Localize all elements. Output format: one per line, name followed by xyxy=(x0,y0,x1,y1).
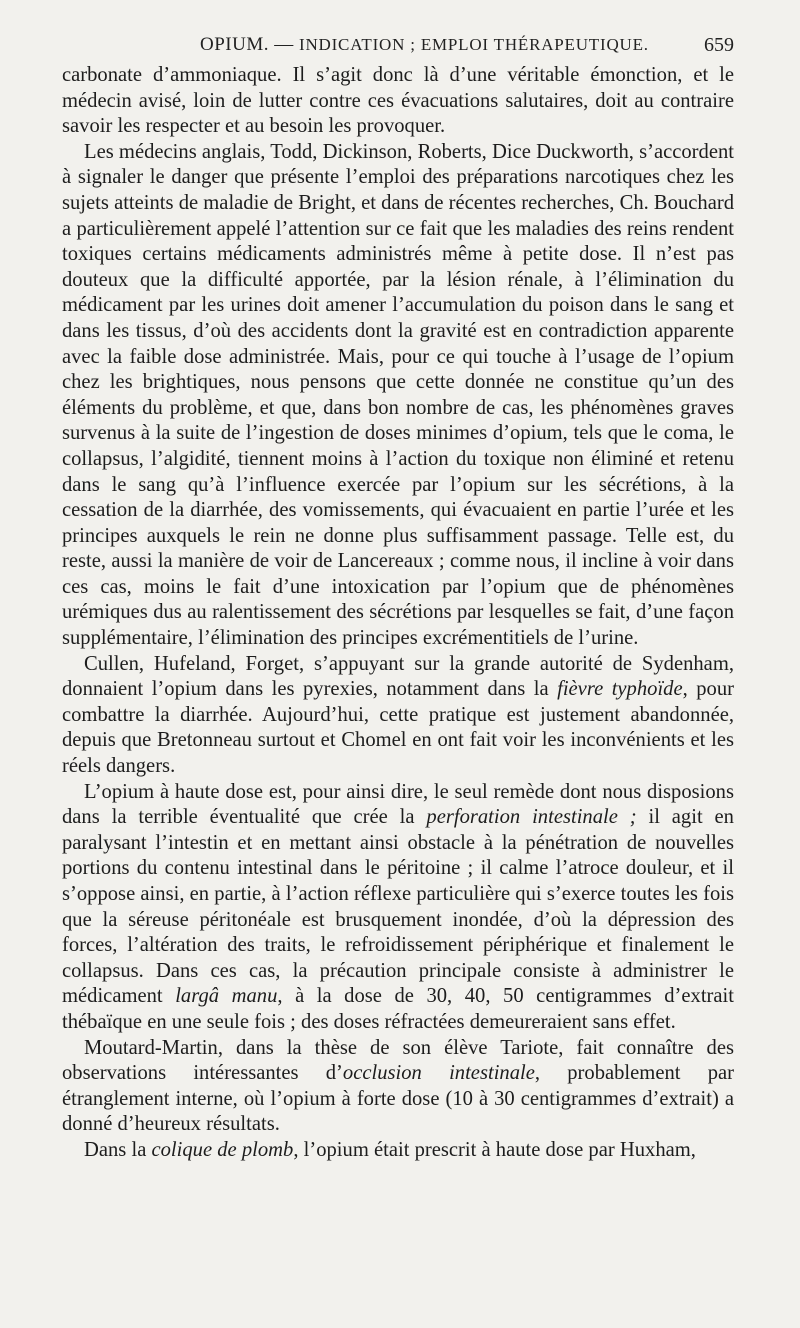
text-run: Dans la xyxy=(84,1138,152,1161)
running-head-title xyxy=(200,34,649,56)
paragraph xyxy=(62,780,734,1036)
italic-term: occlusion intestinale xyxy=(342,1062,535,1085)
italic-term: perforation intestinale ; xyxy=(426,806,637,829)
paragraph xyxy=(62,1036,734,1138)
paragraph xyxy=(62,140,734,652)
text-run: , pour combattre la diarrhée. Aujourd’hui, cette pratique est justement abandonnée, depuis que Bretonneau surtout et Chomel en ont fait voir les inconvénients et les réels dangers. xyxy=(62,678,734,778)
text-run: , probablement par étranglement interne, où l’opium à forte dose (10 à 30 centigrammes d’extrait) a donné d’heureux résultats. xyxy=(62,1062,734,1136)
running-head-section: INDICATION ; EMPLOI THÉRAPEUTIQUE. xyxy=(298,35,649,54)
text-run: il agit en paralysant l’intestin et en mettant ainsi obstacle à la pénétration de nouvelles portions du contenu intestinal dans le péritoine ; il calme l’atroce douleur, et il s’oppose ainsi, en partie, à l’action réflexe particulière qui s’exerce toutes les fois que la séreuse péritonéale est brusquement inondée, d’où la dépression des forces, l’altération des traits, le refroidissement périphérique et finalement le collapsus. Dans ces cas, la précaution principale consiste à administrer le médicament xyxy=(62,806,734,1008)
text-run: Cullen, Hufeland, Forget, s’appuyant sur la grande autorité de Sydenham, donnaient l’opium dans les pyrexies, notamment dans la xyxy=(62,652,734,701)
italic-term: colique de plomb xyxy=(151,1138,294,1161)
running-head-opium: OPIUM. xyxy=(200,34,269,55)
running-header xyxy=(62,34,734,60)
text-run: Les médecins anglais, Todd, Dickinson, Roberts, Dice Duckworth, s’accordent à signaler le danger que présente l’emploi des préparations narcotiques chez les sujets atteints de maladie de Bright, et dans de récentes recherches, Ch. Bouchard a particulièrement appelé l’attention sur ce fait que les maladies des reins rendent toxiques certains médicaments administrés même à petite dose. Il n’est pas douteux que la difficulté apportée, par la lésion rénale, à l’élimination du médicament par les urines doit amener l’accumulation du poison dans le sang et dans les tissus, d’où des accidents dont la gravité est en contradiction apparente avec la faible dose administrée. Mais, pour ce qui touche à l’usage de l’opium chez les brightiques, nous pensons que cette donnée ne constitue qu’un des éléments du problème, et que, dans bon nombre de cas, les phénomènes graves survenus à la suite de l’ingestion de doses minimes d’opium, tels que le coma, le collapsus, l’algidité, tiennent moins à l’action du toxique non éliminé et retenu dans le sang qu’à l’influence exercée par l’opium sur les sécrétions, à la cessation de la diarrhée, des vomissements, qui évacuaient en partie l’urée et les principes auxquels le rein ne donne plus suffisamment passage. Telle est, du reste, aussi la manière de voir de Lancereaux ; comme nous, il incline à voir dans ces cas, moins le fait d’une intoxication par l’opium que de phénomènes urémiques dus au ralentissement des sécrétions par lesquelles se fait, d’une façon supplémentaire, l’élimination des principes excrémentitiels de l’urine. xyxy=(62,140,734,650)
text-run: , l’opium était prescrit à haute dose par Huxham, xyxy=(293,1138,696,1161)
page-number: 659 xyxy=(704,34,734,56)
paragraph xyxy=(62,63,734,140)
text-run: , à la dose de 30, 40, 50 centigrammes d’extrait thébaïque en une seule fois ; des doses réfractées demeureraient sans effet. xyxy=(62,985,734,1033)
italic-term: fièvre typhoïde xyxy=(557,678,683,701)
text-run: Moutard-Martin, dans la thèse de son élève Tariote, fait connaître des observations intéressantes d’ xyxy=(62,1036,734,1085)
italic-term: largâ manu xyxy=(175,985,278,1008)
paragraph xyxy=(62,1138,734,1164)
text-run: L’opium à haute dose est, pour ainsi dire, le seul remède dont nous disposions dans la terrible éventualité que crée la xyxy=(62,780,734,829)
text-run: carbonate d’ammoniaque. Il s’agit donc là d’une véritable émonction, et le médecin avisé, loin de lutter contre ces évacuations salutaires, doit au contraire savoir les respecter et au besoin les provoquer. xyxy=(62,64,734,138)
paragraph xyxy=(62,652,734,780)
running-head-dash: — xyxy=(268,34,299,55)
body-text xyxy=(62,63,734,1164)
